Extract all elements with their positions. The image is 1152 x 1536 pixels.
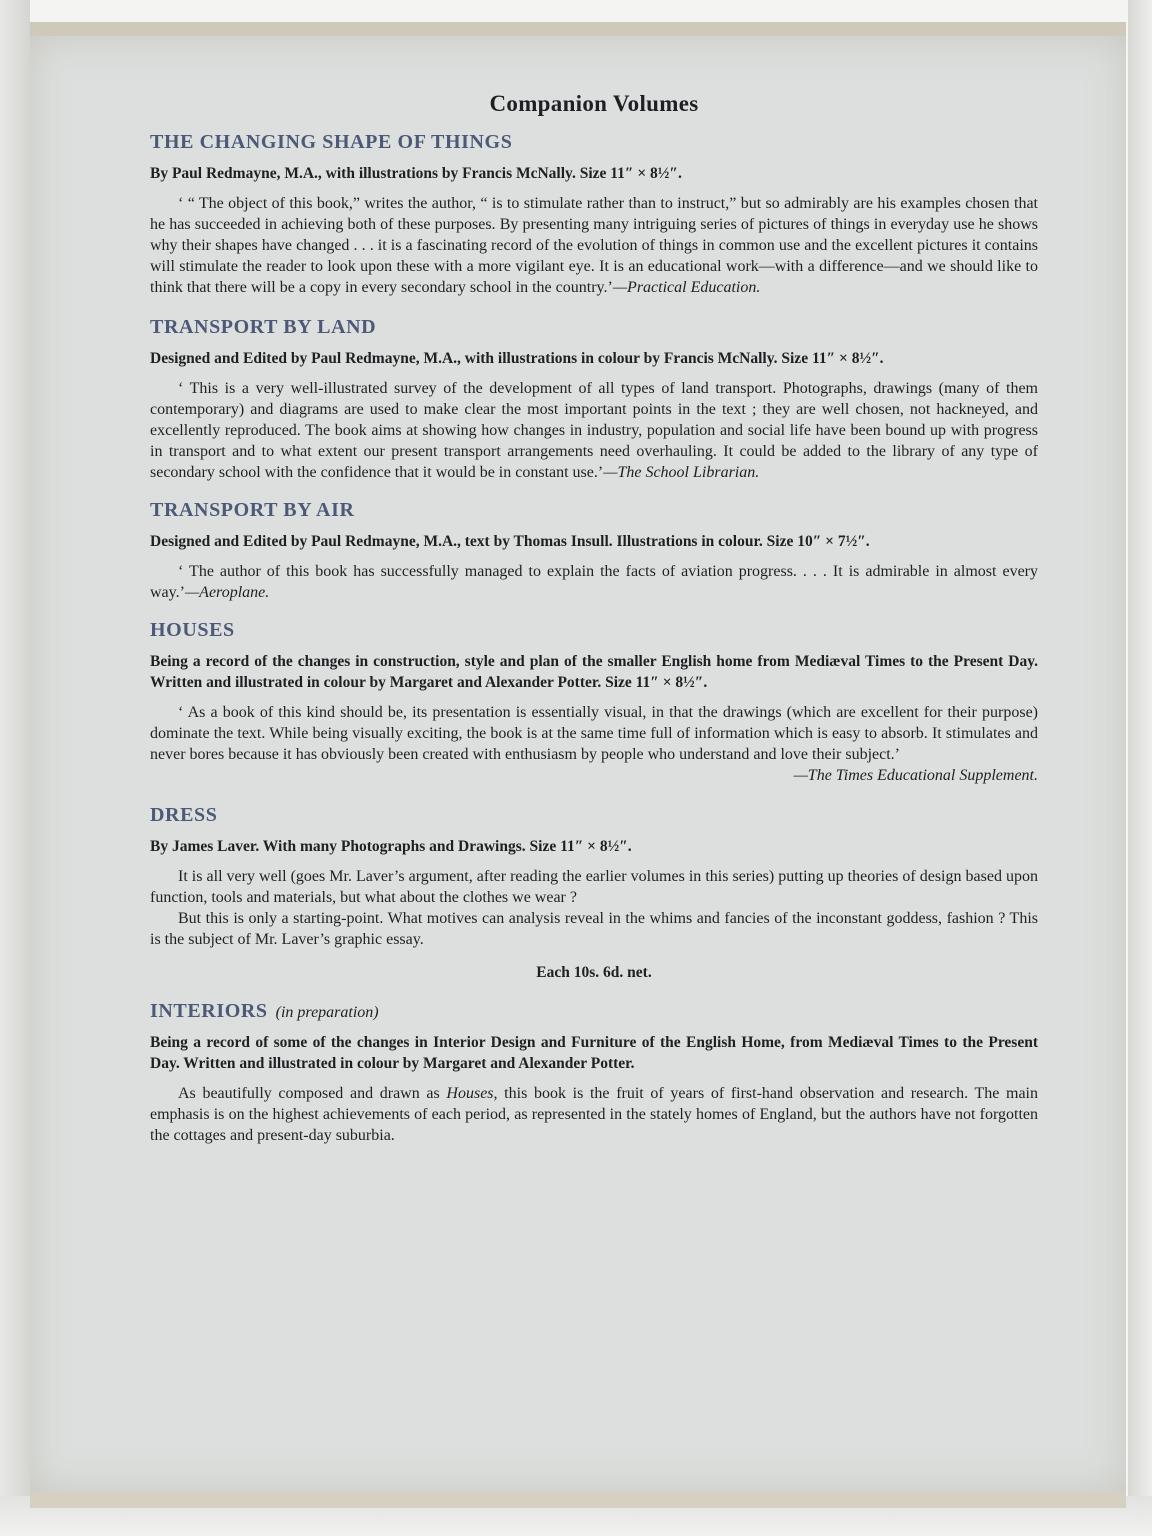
book-changing-shape [150,131,1038,298]
book-title: THE CHANGING SHAPE OF THINGS [150,131,513,153]
houses-reference: Houses [446,1085,494,1102]
background-right [1128,0,1152,1536]
book-transport-land [150,316,1038,483]
price-line: Each 10s. 6d. net. [536,964,652,981]
background-left [0,0,30,1536]
description-paragraph [150,1083,1038,1146]
description-text: As beautifully composed and drawn as [178,1085,447,1102]
review-source: —Practical Education. [612,279,761,296]
book-houses [150,619,1038,786]
book-title: TRANSPORT BY LAND [150,316,377,338]
book-byline: Designed and Edited by Paul Redmayne, M.A., text by Thomas Insull. Illustrations in colour. Size 10″ × 7½″. [150,533,870,550]
book-title: HOUSES [150,619,235,641]
page-content [150,91,1038,1146]
book-title: DRESS [150,804,218,826]
review-text: ‘ The author of this book has successfully managed to explain the facts of aviation progress. . . . It is admirable in almost every way.’ [150,563,1038,601]
book-review [150,561,1038,603]
book-title: TRANSPORT BY AIR [150,499,355,521]
description-paragraph: It is all very well (goes Mr. Laver’s argument, after reading the earlier volumes in this series) putting up theories of design based upon function, tools and materials, but what about the clothes we wear ? [150,868,1038,906]
book-byline: By James Laver. With many Photographs and Drawings. Size 11″ × 8½″. [150,838,632,855]
book-review [150,378,1038,483]
book-byline: Designed and Edited by Paul Redmayne, M.A., with illustrations in colour by Francis McNally. Size 11″ × 8½″. [150,350,884,367]
book-jacket-page [30,22,1126,1508]
book-byline: Being a record of some of the changes in Interior Design and Furniture of the English Home, from Mediæval Times to the Present Day. Written and illustrated in colour by Margaret and Alexander Potter. [150,1034,1038,1072]
description-paragraph: But this is only a starting-point. What motives can analysis reveal in the whims and fancies of the inconstant goddess, fashion ? This is the subject of Mr. Laver’s graphic essay. [150,910,1038,948]
book-byline: By Paul Redmayne, M.A., with illustrations by Francis McNally. Size 11″ × 8½″. [150,165,682,182]
book-review [150,193,1038,298]
book-review: ‘ As a book of this kind should be, its presentation is essentially visual, in that the drawings (which are excellent for their purpose) dominate the text. While being visually exciting, the book is at the same time full of information which is easy to absorb. It stimulates and never bores because it has obviously been created with enthusiasm by people who understand and love their subject.’ [150,704,1038,763]
book-title [150,1000,1038,1023]
review-source: —Aeroplane. [184,584,270,601]
review-source: —The School Librarian. [603,464,760,481]
book-transport-air [150,499,1038,603]
book-dress [150,804,1038,950]
review-text: ‘ This is a very well-illustrated survey of the development of all types of land transport. Photographs, drawings (many of them contemporary) and diagrams are used to make clear the most important points in the text ; they are well chosen, not hackneyed, and excellently reproduced. The book aims at showing how changes in industry, population and social life have been bound up with progress in transport and to what extent our present transport arrangements need overhauling. It could be added to the library of any type of secondary school with the confidence that it would be in constant use.’ [150,380,1038,481]
review-source: —The Times Educational Supplement. [793,767,1038,784]
book-byline: Being a record of the changes in construction, style and plan of the smaller English home from Mediæval Times to the Present Day. Written and illustrated in colour by Margaret and Alexander Potter. Size 11″ × 8½″. [150,653,1038,691]
book-interiors [150,1000,1038,1146]
review-text: ‘ “ The object of this book,” writes the author, “ is to stimulate rather than to instruct,” but so admirably are his examples chosen that he has succeeded in achieving both of these purposes. By presenting many intriguing series of pictures of things in everyday use he shows why their shapes have changed . . . it is a fascinating record of the evolution of things in common use and the excellent pictures it contains will stimulate the reader to look upon these with a more vigilant eye. It is an educational work—with a difference—and we should like to think that there will be a copy in every secondary school in the country.’ [150,195,1038,296]
description-text: , this book is the fruit of years of first-hand observation and research. The main emphasis is on the highest achievements of each period, as represented in the stately homes of England, but the authors have not forgotten the cottages and present-day suburbia. [150,1085,1038,1144]
interiors-title: INTERIORS [150,1000,268,1022]
page-title: Companion Volumes [489,91,699,116]
preparation-note: (in preparation) [275,1004,379,1021]
